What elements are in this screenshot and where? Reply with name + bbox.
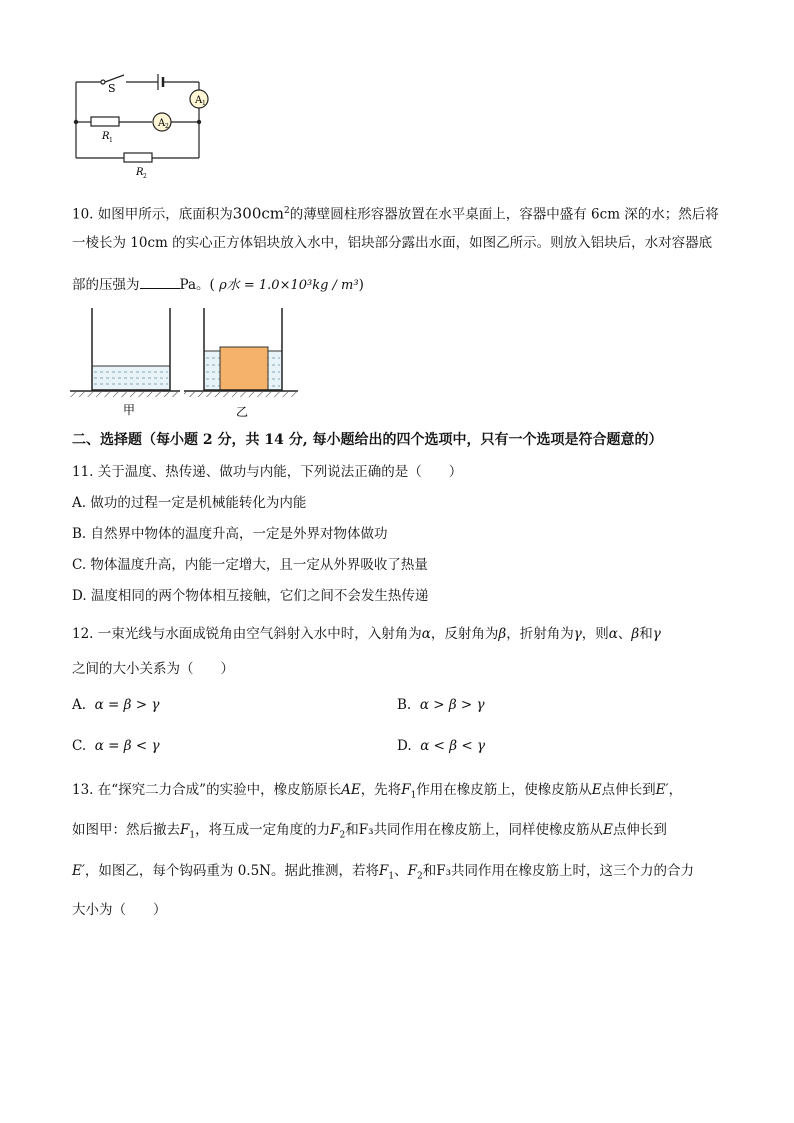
q10-line1 (72, 201, 719, 225)
ammeter2-label: A (158, 118, 166, 129)
container-a (70, 308, 180, 397)
q12-option-b-label: B. (397, 697, 412, 713)
q10-line3-text-c: ) (358, 277, 364, 293)
q12-option-c[interactable] (72, 736, 160, 756)
q13-l2-text-f: 点伸长到 (612, 822, 667, 838)
q12-option-a-label: A. (72, 697, 87, 713)
containers-figure (70, 304, 298, 418)
q12-text-c: ，折射角为 (506, 626, 574, 642)
q12-text-d: ，则 (581, 626, 609, 642)
r2-label: R (136, 167, 144, 178)
gamma-symbol: γ (573, 626, 582, 642)
q13-l2-text-a: 如图甲：然后撤去 (72, 822, 180, 838)
q13-l3-text-d: 共同作用在橡皮筋上时，这三个力的合力 (451, 863, 694, 879)
f2-sub: 2 (339, 830, 346, 841)
f1-symbol-2: F (180, 822, 190, 838)
e-prime-symbol: E′ (655, 782, 669, 798)
q10-line3 (72, 274, 364, 296)
q13-l1-text-b: ，先将 (360, 782, 402, 798)
q10-area-exp: 2 (284, 206, 290, 216)
e-prime-symbol-2: E′ (72, 863, 85, 879)
f2-sub-2: 2 (416, 871, 423, 882)
q13-l1-end: ， (668, 782, 683, 798)
ammeter1-sub: 1 (202, 100, 206, 107)
q12-stem-line1 (72, 624, 661, 644)
q10-area-value: 300cm (232, 204, 285, 223)
r1-sub: 1 (109, 137, 113, 144)
circuit-diagram (66, 62, 216, 184)
q11-option-a[interactable]: A. 做功的过程一定是机械能转化为内能 (72, 495, 307, 511)
q12-option-b-text: α > β > γ (419, 697, 485, 713)
q13-l3-text-b: 、 (394, 863, 408, 879)
q12-option-d[interactable] (397, 736, 485, 756)
q12-option-a-text: α = β > γ (94, 697, 160, 713)
f1-symbol: F (401, 782, 411, 798)
q11-option-c[interactable]: C. 物体温度升高，内能一定增大，且一定从外界吸收了热量 (72, 557, 428, 573)
q13-l2-text-c: 和 (345, 822, 359, 838)
f1-sub-3: 1 (388, 871, 395, 882)
q12-option-c-label: C. (72, 738, 87, 754)
q10-line1-text-a: 10. 如图甲所示，底面积为 (72, 206, 233, 223)
q11-stem: 11. 关于温度、热传递、做功与内能，下列说法正确的是（ ） (72, 464, 463, 480)
answer-blank[interactable] (140, 274, 180, 289)
q13-l2-text-d: 共同作用在橡皮筋上，同样使橡皮筋从 (373, 822, 603, 838)
q12-text-a: 12. 一束光线与水面成锐角由空气斜射入水中时，入射角为 (72, 626, 422, 642)
q13-l1-text-d: 点伸长到 (601, 782, 656, 798)
q12-text-f: 和 (639, 626, 653, 642)
aluminum-block (220, 347, 268, 390)
q12-option-c-text: α = β < γ (94, 738, 160, 754)
f2-symbol: F (330, 822, 340, 838)
beta-symbol: β (498, 626, 507, 642)
beta-symbol-2: β (631, 626, 640, 642)
container-b (184, 308, 298, 397)
gamma-symbol-2: γ (652, 626, 661, 642)
q12-option-d-text: α < β < γ (420, 738, 486, 754)
ae-symbol: AE (341, 782, 361, 798)
e-symbol-2: E (603, 822, 613, 838)
f3-symbol-2: F₃ (436, 863, 451, 879)
q13-line1 (72, 780, 682, 806)
q12-option-a[interactable] (72, 695, 159, 715)
q13-line2 (72, 820, 667, 846)
f1-sub: 1 (410, 790, 417, 801)
q11-option-b[interactable]: B. 自然界中物体的温度升高，一定是外界对物体做功 (72, 526, 388, 542)
q12-option-d-label: D. (397, 738, 412, 754)
f1-symbol-3: F (379, 863, 389, 879)
density-formula: ρ水 = 1.0×10³kg / m³ (219, 278, 359, 293)
q13-line3 (72, 861, 694, 887)
ammeter1-label: A (195, 95, 203, 106)
q13-l1-text-c: 作用在橡皮筋上，使橡皮筋从 (416, 782, 592, 798)
q10-line2: 一棱长为 10cm 的实心正方体铝块放入水中，铝块部分露出水面，如图乙所示。则放入铝块后，水对容器底 (72, 235, 713, 251)
q13-line4: 大小为（ ） (72, 902, 167, 918)
section-heading: 二、选择题（每小题 2 分，共 14 分, 每小题给出的四个选项中，只有一个选项是符合题意的） (72, 432, 663, 448)
q13-l1-text-a: 13. 在“探究二力合成”的实验中，橡皮筋原长 (72, 782, 342, 798)
e-symbol: E (591, 782, 602, 798)
ammeter2-sub: 2 (165, 123, 169, 130)
r2-sub: 2 (143, 173, 147, 180)
q10-line3-text-b: Pa。( (179, 277, 215, 293)
fig-label-yi: 乙 (236, 405, 249, 418)
q10-line1-text-b: 的薄壁圆柱形容器放置在水平桌面上，容器中盛有 6cm 深的水；然后将 (289, 206, 719, 223)
f3-symbol: F₃ (358, 822, 374, 838)
f2-symbol-2: F (407, 863, 417, 879)
q13-l3-text-c: 和 (422, 863, 437, 879)
fig-label-jia: 甲 (123, 403, 136, 417)
f1-sub-2: 1 (189, 830, 196, 841)
alpha-symbol: α (421, 626, 431, 642)
r1-label: R (102, 131, 110, 142)
q12-text-e: 、 (617, 626, 632, 642)
q13-l2-text-b: ，将互成一定角度的力 (195, 822, 331, 838)
q12-stem-line2: 之间的大小关系为（ ） (72, 661, 234, 677)
q11-option-d[interactable]: D. 温度相同的两个物体相互接触，它们之间不会发生热传递 (72, 588, 429, 604)
q10-line3-text-a: 部的压强为 (72, 277, 140, 293)
q13-l3-text-a: ，如图乙，每个钩码重为 0.5N。据此推测，若将 (84, 863, 379, 879)
q12-text-b: ，反射角为 (430, 626, 499, 642)
alpha-symbol-2: α (608, 626, 618, 642)
switch-label: S (108, 82, 116, 95)
q12-option-b[interactable] (397, 695, 485, 715)
